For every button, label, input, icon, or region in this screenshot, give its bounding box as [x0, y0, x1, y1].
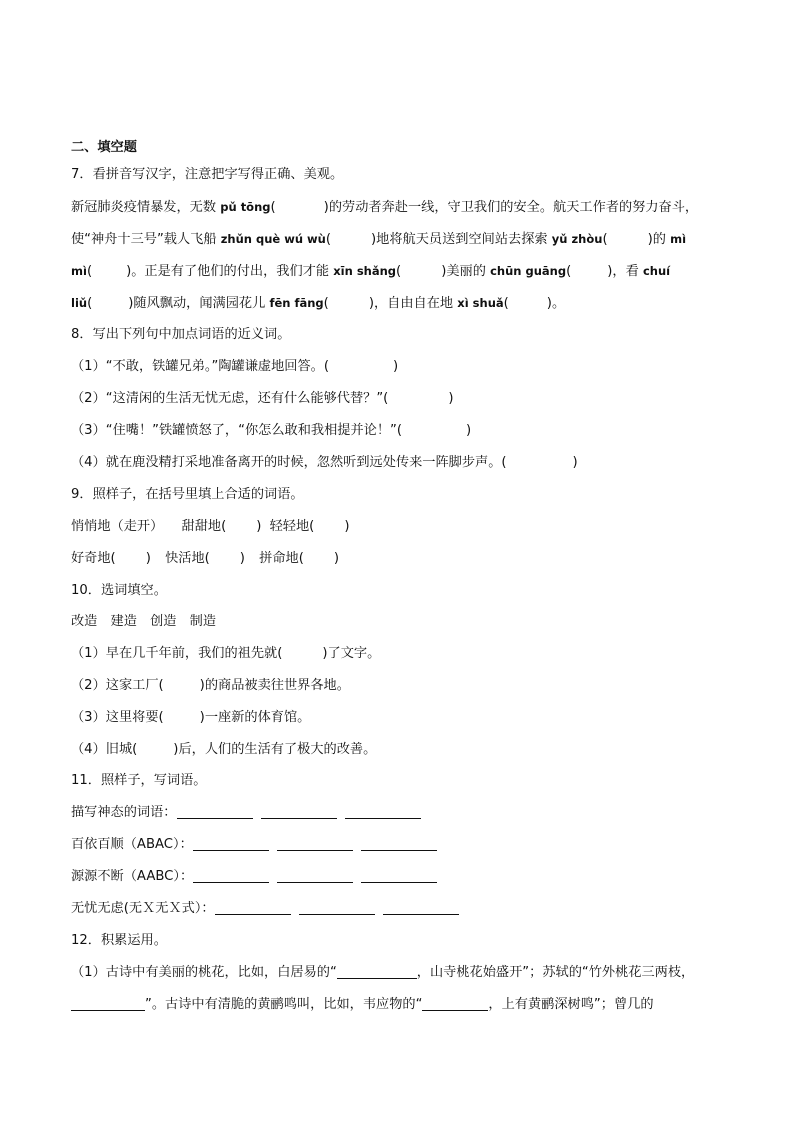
q10-item-2[interactable]: （2）这家工厂( )的商品被卖往世界各地。	[71, 678, 350, 693]
section-heading: 二、填空题	[71, 140, 137, 155]
answer-blank[interactable]: ( )	[396, 264, 447, 279]
q12-text: ，上有黄鹂深树鸣”；曾几的	[488, 997, 654, 1012]
q7-line-1	[71, 198, 698, 217]
answer-line[interactable]	[422, 996, 488, 1011]
q10-item-1[interactable]: （1）早在几千年前，我们的祖先就( )了文字。	[71, 646, 381, 661]
q9-blank[interactable]: 轻轻地( )	[269, 519, 350, 534]
q7-line-2	[71, 230, 686, 249]
q9-row-1	[71, 518, 349, 536]
q10-title: 10．选词填空。	[71, 583, 167, 598]
answer-line[interactable]	[177, 804, 253, 819]
q9-title: 9．照样子，在括号里填上合适的词语。	[71, 487, 304, 502]
pinyin: mì	[71, 264, 87, 278]
answer-line[interactable]	[361, 836, 437, 851]
q7-text: 随风飘动，闻满园花儿	[133, 296, 270, 311]
pinyin: pǔ tōng	[220, 200, 271, 214]
q8-item-text: （2）“这清闲的生活无忧无虑，还有什么能够代替？”(	[71, 391, 389, 406]
answer-line[interactable]	[261, 804, 337, 819]
answer-blank[interactable]: ( )	[566, 264, 613, 279]
q8-item-1[interactable]: （1）“不敢，铁罐兄弟。”陶罐谦虚地回答。( )	[71, 359, 399, 374]
q10-word-bank: 改造 建造 创造 制造	[71, 614, 217, 629]
q9-blank[interactable]: 好奇地( )	[71, 551, 151, 566]
q8-item-text: （1）“不敢，铁罐兄弟。”陶罐谦虚地回答。(	[71, 359, 329, 374]
answer-blank[interactable]: ( )	[503, 296, 552, 311]
q9-blank[interactable]: 拼命地( )	[259, 551, 340, 566]
q7-text: 的劳动者奔赴一线，守卫我们的安全。航天工作者的努力奋斗，	[328, 200, 699, 215]
q11-row-4	[71, 900, 459, 918]
q7-text: 新冠肺炎疫情暴发，无数	[71, 200, 221, 215]
q11-title: 11．照样子，写词语。	[71, 773, 207, 788]
answer-line[interactable]	[345, 804, 421, 819]
answer-blank[interactable]: ( )	[270, 200, 329, 215]
q7-title: 7．看拼音写汉字，注意把字写得正确、美观。	[71, 167, 344, 182]
q7-text: 的	[652, 232, 671, 247]
pinyin: xīn shǎng	[333, 264, 397, 278]
q12-line-2	[71, 996, 654, 1014]
q8-item-text: （4）就在鹿没精打采地准备离开的时候，忽然听到远处传来一阵脚步声。(	[71, 455, 507, 470]
q11-label: 百依百顺（ABAC）：	[71, 837, 193, 852]
answer-line[interactable]	[361, 868, 437, 883]
answer-line[interactable]	[299, 900, 375, 915]
q7-text: 使“神舟十三号”载人飞船	[71, 232, 221, 247]
answer-line[interactable]	[71, 996, 145, 1011]
q11-label: 源源不断（AABC）：	[71, 869, 194, 884]
q12-text: （1）古诗中有美丽的桃花，比如，白居易的“	[71, 965, 337, 980]
q9-example: 悄悄地（走开）	[71, 519, 164, 534]
answer-line[interactable]	[383, 900, 459, 915]
answer-line[interactable]	[277, 836, 353, 851]
pinyin: zhǔn què wú wù	[220, 232, 326, 246]
q8-item-2[interactable]: （2）“这清闲的生活无忧无虑，还有什么能够代替？”( )	[71, 391, 454, 406]
q7-line-3	[71, 262, 670, 281]
answer-line[interactable]	[193, 836, 269, 851]
pinyin: yǔ zhòu	[551, 232, 603, 246]
answer-blank[interactable]: ( )	[87, 296, 134, 311]
q10-item-4[interactable]: （4）旧城( )后，人们的生活有了极大的改善。	[71, 742, 377, 757]
q7-text: ，看	[612, 264, 643, 279]
q7-text: 地将航天员送到空间站去探索	[376, 232, 552, 247]
q7-text: ，自由自在地	[373, 296, 458, 311]
q11-row-1	[71, 804, 421, 822]
q9-blank[interactable]: 快活地( )	[165, 551, 245, 566]
answer-blank[interactable]: ( )	[86, 264, 132, 279]
pinyin: chūn guāng	[490, 264, 567, 278]
answer-line[interactable]	[193, 868, 269, 883]
answer-blank[interactable]: ( )	[323, 296, 374, 311]
q7-line-4	[71, 294, 565, 313]
q10-item-3[interactable]: （3）这里将要( )一座新的体育馆。	[71, 710, 311, 725]
q11-row-3	[71, 868, 437, 886]
q8-item-text: （3）“住嘴！”铁罐愤怒了，“你怎么敢和我相提并论！”(	[71, 423, 402, 438]
pinyin: mì	[670, 232, 687, 246]
q12-text: ，山寺桃花始盛开”；苏轼的“竹外桃花三两枝，	[416, 965, 695, 980]
pinyin: liǔ	[71, 296, 88, 310]
q11-row-2	[71, 836, 437, 854]
q8-item-4[interactable]: （4）就在鹿没精打采地准备离开的时候，忽然听到远处传来一阵脚步声。( )	[71, 455, 578, 470]
pinyin: chuí	[642, 264, 671, 278]
pinyin: xì shuǎ	[457, 296, 504, 310]
answer-blank[interactable]: ( )	[325, 232, 377, 247]
q11-label: 无忧无虑(无Ｘ无Ｘ式）：	[71, 901, 215, 916]
q8-item-3[interactable]: （3）“住嘴！”铁罐愤怒了，“你怎么敢和我相提并论！”( )	[71, 423, 472, 438]
q7-text: 美丽的	[446, 264, 491, 279]
answer-line[interactable]	[215, 900, 291, 915]
pinyin: fēn fāng	[269, 296, 324, 310]
q7-text: 。正是有了他们的付出，我们才能	[131, 264, 334, 279]
q7-text: 。	[551, 296, 566, 311]
q9-row-2	[71, 550, 339, 568]
answer-blank[interactable]: ( )	[602, 232, 653, 247]
answer-line[interactable]	[277, 868, 353, 883]
q8-title: 8．写出下列句中加点词语的近义词。	[71, 327, 291, 342]
q9-blank[interactable]: 甜甜地( )	[181, 519, 262, 534]
q12-title: 12．积累运用。	[71, 933, 167, 948]
answer-line[interactable]	[337, 964, 417, 979]
q12-line-1	[71, 964, 694, 982]
q12-text: ”。古诗中有清脆的黄鹂鸣叫，比如，韦应物的“	[145, 997, 423, 1012]
q11-label: 描写神态的词语：	[71, 805, 177, 820]
